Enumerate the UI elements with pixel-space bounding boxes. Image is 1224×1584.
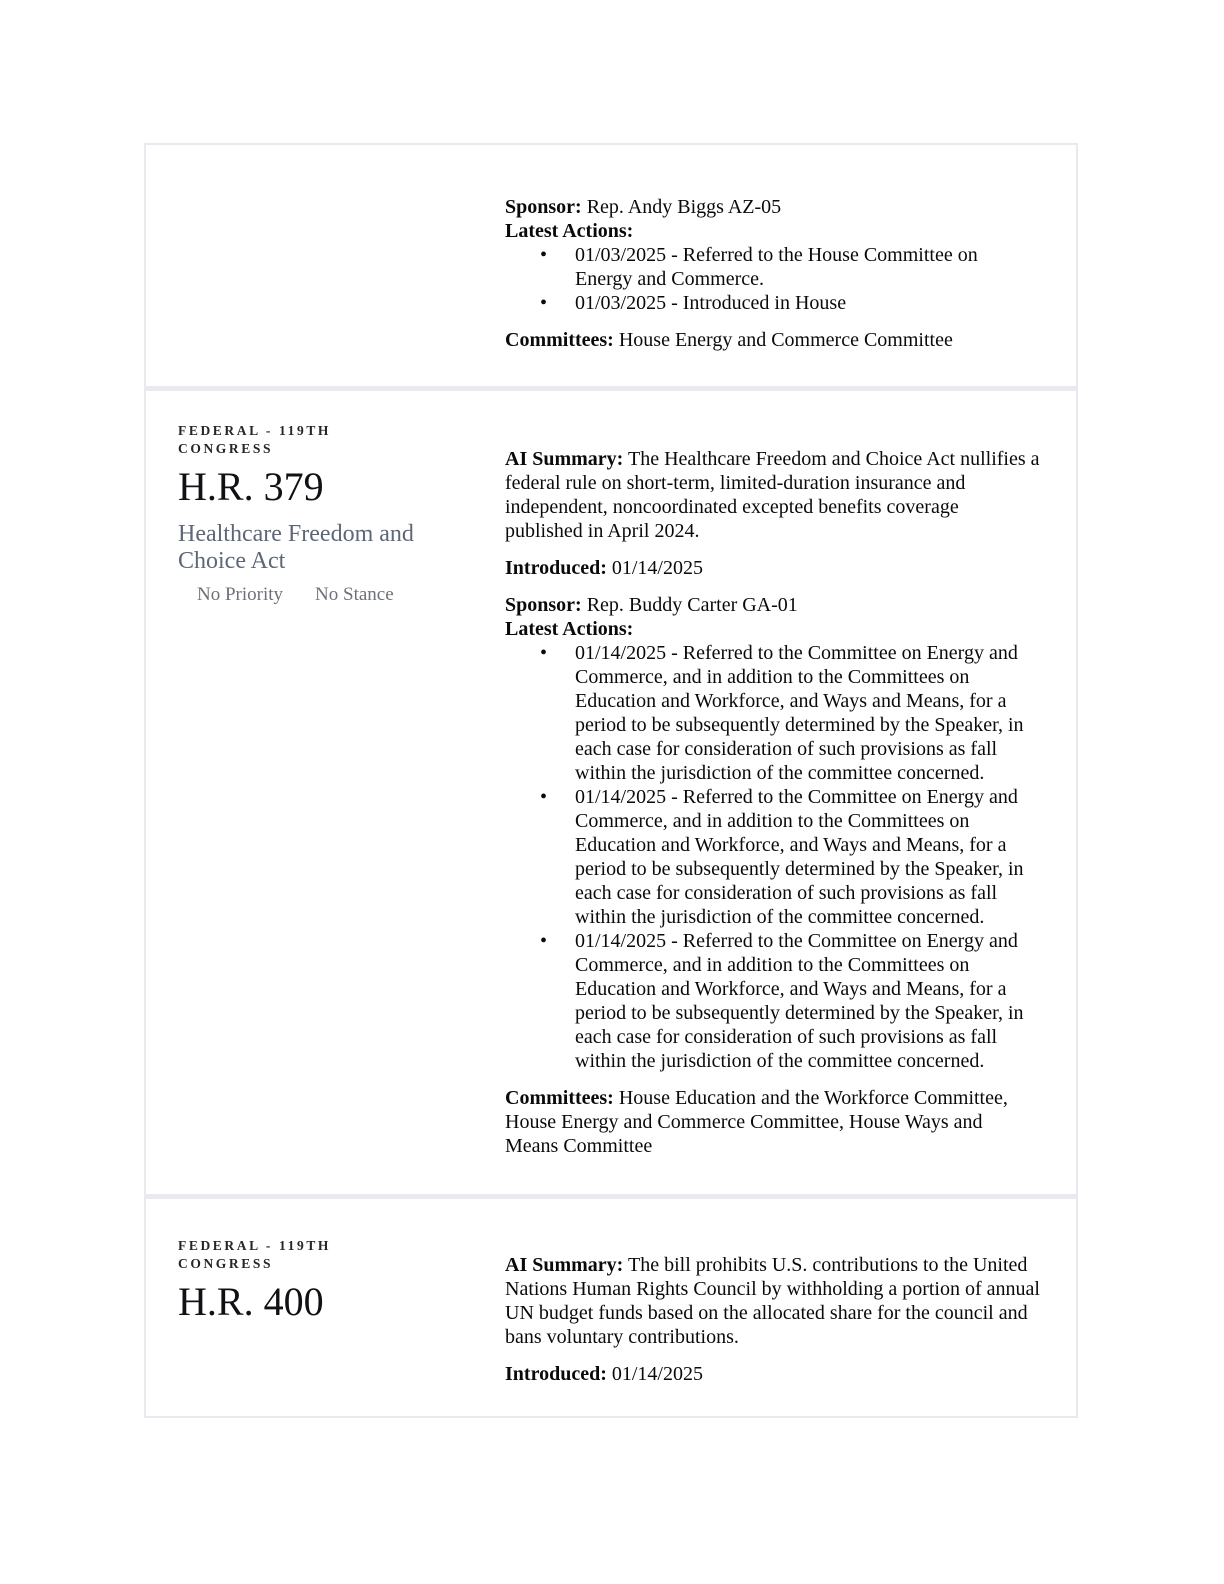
ai-summary-text: The Healthcare Freedom and Choice Act nullifies a federal rule on short-term, limited-duration insurance and independent, noncoordinated excepted benefits coverage published in April 2024.	[505, 448, 1040, 542]
action-item	[505, 291, 1040, 315]
committees-value: House Education and the Workforce Committee, House Energy and Commerce Committee, House Ways and Means Committee	[505, 1087, 1008, 1157]
bill-card-hr379	[146, 391, 1076, 1194]
ai-summary-label: AI Summary:	[505, 448, 624, 470]
action-text: 01/03/2025 - Referred to the House Committee on Energy and Commerce.	[575, 244, 978, 290]
action-item	[505, 641, 1040, 785]
bill-card-hr400	[146, 1199, 1076, 1416]
bill-card-left-column	[146, 391, 505, 1194]
action-text: 01/14/2025 - Referred to the Committee on Energy and Commerce, and in addition to the Committees on Education and Workforce, and Ways and Means, for a period to be subsequently determined by the Speaker, in each case for consideration of such provisions as fall within the jurisdiction of the committee concerned.	[575, 930, 1024, 1072]
committees-value: House Energy and Commerce Committee	[618, 329, 953, 351]
latest-actions-list	[505, 243, 1040, 315]
stance-selector[interactable]: No Stance	[315, 584, 394, 605]
jurisdiction-label: FEDERAL - 119TH CONGRESS	[178, 423, 332, 456]
bill-card-left-column	[146, 1199, 505, 1416]
ai-summary-row	[505, 447, 1040, 543]
latest-actions-row	[505, 219, 1040, 243]
latest-actions-label: Latest Actions:	[505, 618, 634, 640]
sponsor-value: Rep. Andy Biggs AZ-05	[586, 196, 782, 218]
action-item	[505, 243, 1040, 291]
bill-card-details	[505, 391, 1076, 1194]
latest-actions-row	[505, 617, 1040, 641]
action-text: 01/14/2025 - Referred to the Committee on Energy and Commerce, and in addition to the Committees on Education and Workforce, and Ways and Means, for a period to be subsequently determined by the Speaker, in each case for consideration of such provisions as fall within the jurisdiction of the committee concerned.	[575, 786, 1024, 928]
bill-card-details	[505, 145, 1076, 386]
committees-label: Committees:	[505, 329, 614, 351]
bullet-icon: •	[540, 930, 548, 952]
sponsor-label: Sponsor:	[505, 594, 582, 616]
bullet-icon: •	[540, 786, 548, 808]
ai-summary-text: The bill prohibits U.S. contributions to the United Nations Human Rights Council by withholding a portion of annual UN budget funds based on the allocated share for the council and bans voluntary contributions.	[505, 1254, 1040, 1348]
introduced-value: 01/14/2025	[611, 1363, 703, 1385]
priority-selector[interactable]: No Priority	[197, 584, 284, 605]
committees-row	[505, 328, 1040, 352]
introduced-row	[505, 556, 1040, 580]
committees-label: Committees:	[505, 1087, 614, 1109]
bill-card-list	[144, 143, 1078, 1418]
bullet-icon: •	[540, 292, 548, 314]
bullet-icon: •	[540, 244, 548, 266]
committees-row	[505, 1086, 1040, 1158]
introduced-label: Introduced:	[505, 1363, 607, 1385]
jurisdiction-label: FEDERAL - 119TH CONGRESS	[178, 1238, 332, 1271]
bullet-icon: •	[540, 642, 548, 664]
bill-number-link[interactable]: H.R. 379	[178, 464, 324, 509]
bill-card-details	[505, 1199, 1076, 1416]
sponsor-label: Sponsor:	[505, 196, 582, 218]
introduced-value: 01/14/2025	[611, 557, 703, 579]
action-text: 01/03/2025 - Introduced in House	[575, 292, 847, 314]
sponsor-row	[505, 195, 1040, 219]
bill-number-link[interactable]: H.R. 400	[178, 1279, 324, 1324]
introduced-label: Introduced:	[505, 557, 607, 579]
bill-title-link[interactable]: Healthcare Freedom and Choice Act	[178, 521, 414, 574]
bill-meta-row	[178, 584, 505, 606]
action-text: 01/14/2025 - Referred to the Committee on Energy and Commerce, and in addition to the Committees on Education and Workforce, and Ways and Means, for a period to be subsequently determined by the Speaker, in each case for consideration of such provisions as fall within the jurisdiction of the committee concerned.	[575, 642, 1024, 784]
latest-actions-list	[505, 641, 1040, 1073]
introduced-row	[505, 1362, 1040, 1386]
ai-summary-row	[505, 1253, 1040, 1349]
sponsor-value: Rep. Buddy Carter GA-01	[586, 594, 798, 616]
action-item	[505, 929, 1040, 1073]
bill-card-left-column	[146, 145, 505, 386]
latest-actions-label: Latest Actions:	[505, 220, 634, 242]
sponsor-row	[505, 593, 1040, 617]
action-item	[505, 785, 1040, 929]
bill-card-continuation	[146, 145, 1076, 386]
ai-summary-label: AI Summary:	[505, 1254, 624, 1276]
